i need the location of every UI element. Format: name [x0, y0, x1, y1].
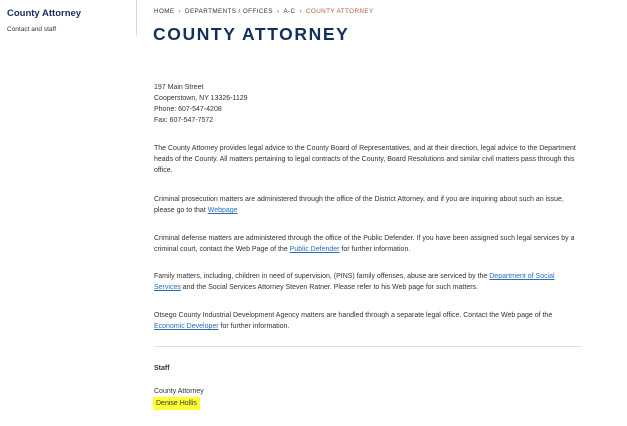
sidebar-title: County Attorney: [7, 8, 82, 19]
paragraph-text: Family matters, including, children in need of supervision, (PINS) family offenses, abuse are serviced by the: [154, 273, 490, 280]
sidebar: [0, 0, 137, 36]
breadcrumb-departments-offices[interactable]: DEPARTMENTS / OFFICES: [185, 8, 273, 15]
district-attorney-webpage-link[interactable]: Webpage: [207, 207, 238, 214]
paragraph-text: Otsego County Industrial Development Agency matters are handled through a separate legal office. Contact the Web page of the: [154, 312, 553, 319]
staff-role: County Attorney: [154, 388, 204, 395]
criminal-defense-paragraph: [154, 233, 582, 255]
paragraph-text: and the Social Services Attorney Steven Ratner. Please refer to his Web page for such matters.: [180, 284, 478, 291]
page-title: COUNTY ATTORNEY: [153, 24, 350, 44]
department-of-social-services-link[interactable]: Department of Social Services: [154, 273, 555, 291]
economic-developer-link[interactable]: Economic Developer: [154, 323, 219, 330]
breadcrumb-a-c[interactable]: A-C: [283, 8, 296, 15]
breadcrumb-home[interactable]: HOME: [154, 8, 175, 15]
address-city: Cooperstown, NY 13326-1129: [154, 95, 248, 102]
public-defender-link[interactable]: Public Defender: [289, 246, 340, 253]
breadcrumb-separator: ›: [299, 8, 302, 15]
industrial-development-paragraph: [154, 310, 582, 332]
address-fax: Fax: 607-547-7572: [154, 117, 214, 124]
paragraph-text: Criminal defense matters are administered through the office of the Public Defender. If you have been assigned such legal services by a criminal court, contact the Web Page of the: [154, 235, 575, 253]
address-street: 197 Main Street: [154, 84, 204, 91]
address-phone: Phone: 607-547-4208: [154, 106, 222, 113]
breadcrumb-separator: ›: [178, 8, 181, 15]
intro-paragraph: The County Attorney provides legal advice to the County Board of Representatives, and at their direction, legal advice to the Department heads of the County. All matters pertaining to legal contracts of the County, Board Resolutions and similar civil matters pass through this office.: [154, 145, 576, 174]
paragraph-text: for further information.: [218, 323, 290, 330]
breadcrumb-current: COUNTY ATTORNEY: [305, 8, 374, 15]
breadcrumb-separator: ›: [276, 8, 280, 15]
staff-heading: Staff: [154, 365, 170, 372]
breadcrumb: [154, 8, 374, 15]
sidebar-item-contact-and-staff[interactable]: Contact and staff: [7, 26, 57, 33]
paragraph-text: for further information.: [339, 246, 411, 253]
staff-name-highlighted: Denise Hollis: [153, 397, 200, 410]
address-block: [154, 82, 248, 126]
section-divider: [154, 346, 582, 347]
criminal-prosecution-paragraph: [154, 194, 582, 216]
family-matters-paragraph: [154, 271, 582, 293]
paragraph-text: Criminal prosecution matters are administered through the office of the District Attorney, and if you are inquiring about such an issue, please go to that: [154, 196, 564, 214]
